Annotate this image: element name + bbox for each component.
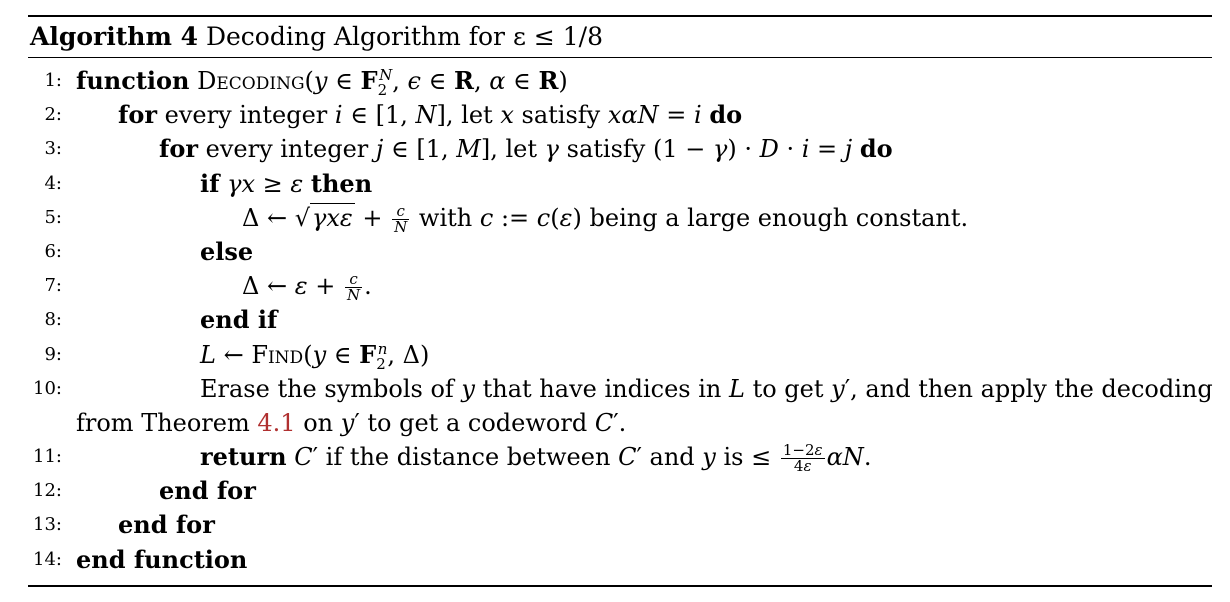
line-text: that have indices in xyxy=(482,374,722,403)
caption-title: Decoding Algorithm for ε ≤ 1/8 xyxy=(205,22,603,51)
keyword: for xyxy=(159,134,198,164)
algorithm-line: 3: for every integer j ∈ [1, M], let γ satisfy (1 − γ) · D · i = j do xyxy=(28,132,1212,166)
keyword: else xyxy=(200,236,254,266)
line-number: 2: xyxy=(44,104,62,126)
line-text: with xyxy=(418,203,473,232)
line-number: 12: xyxy=(33,480,62,502)
line-text: and xyxy=(649,443,695,472)
fraction: $\frac{c}{N}$ xyxy=(394,201,408,236)
keyword: end for xyxy=(159,476,256,506)
procedure-name: Find xyxy=(251,340,304,369)
keyword: then xyxy=(310,168,373,198)
keyword: return xyxy=(200,442,287,472)
algorithm-line xyxy=(28,474,1212,508)
sqrt-expression: √γxε xyxy=(294,203,353,232)
algorithm-line: 4: if γx ≥ ε then xyxy=(28,167,1212,201)
line-text: if the distance between xyxy=(325,443,611,472)
line-number: 14: xyxy=(33,548,62,570)
line-number: 3: xyxy=(44,138,62,160)
line-text: every integer xyxy=(205,135,369,164)
algorithm-line: 10: Erase the symbols of y that have indices in L to get y′, and then apply the decoding xyxy=(28,372,1212,406)
line-number: 9: xyxy=(44,343,62,365)
fraction: $\frac{c}{N}$ xyxy=(346,270,361,305)
line-number: 11: xyxy=(33,446,62,468)
keyword: end function xyxy=(76,544,248,574)
line-number: 8: xyxy=(44,309,62,331)
keyword: end for xyxy=(118,510,215,540)
line-text: is ≤ xyxy=(723,443,772,472)
algorithm-line: 9: L ← Find(y ∈ $F_2^n$, Δ) xyxy=(28,338,1212,372)
algorithm-line xyxy=(28,543,1212,577)
line-text: from Theorem xyxy=(76,408,250,437)
line-number: 7: xyxy=(44,275,62,297)
line-number: 4: xyxy=(44,172,62,194)
line-number: 10: xyxy=(33,377,62,399)
keyword: if xyxy=(200,168,220,198)
bottom-rule xyxy=(28,585,1212,587)
algorithm-line xyxy=(28,508,1212,542)
keyword: function xyxy=(76,66,190,95)
fraction: $\frac{1-2\varepsilon}{4\varepsilon}$ xyxy=(782,441,823,476)
line-number: 6: xyxy=(44,240,62,262)
algorithm-line: 1: function Decoding(y ∈ $F_2^N$, ϵ ∈ R, α ∈ R) xyxy=(28,64,1212,98)
line-number: 13: xyxy=(33,514,62,536)
algorithm-line: 2: for every integer i ∈ [1, N], let x satisfy xαN = i do xyxy=(28,98,1212,132)
algorithm-block xyxy=(28,15,1212,587)
line-text: every integer xyxy=(164,101,328,130)
keyword: do xyxy=(709,100,743,130)
theorem-reference-link[interactable]: 4.1 xyxy=(257,408,296,437)
caption-label: Algorithm 4 xyxy=(30,22,198,51)
line-text: to get xyxy=(752,374,824,403)
line-text: satisfy xyxy=(566,135,646,164)
algorithm-body xyxy=(28,58,1212,585)
line-text: , and then apply the decoding xyxy=(850,374,1213,403)
algorithm-line xyxy=(28,303,1212,337)
algorithm-line: 7: Δ ← ε + $\frac{c}{N}$ . xyxy=(28,269,1212,303)
line-number: 1: xyxy=(44,70,62,91)
algorithm-caption xyxy=(28,17,1212,57)
keyword: do xyxy=(859,134,893,164)
procedure-name: Decoding xyxy=(197,67,305,95)
line-text: to get a codeword xyxy=(367,408,588,437)
line-text: let xyxy=(505,135,538,164)
line-text: Erase the symbols of xyxy=(200,374,454,403)
algorithm-line xyxy=(28,235,1212,269)
keyword: for xyxy=(118,100,157,130)
keyword: end if xyxy=(200,305,278,335)
algorithm-line: 5: Δ ← √γxε + $\frac{c}{N}$ with c := c(ε) being a large enough constant. xyxy=(28,201,1212,235)
algorithm-line-continuation: from Theorem 4.1 on y′ to get a codeword C′. xyxy=(76,408,627,437)
line-text: let xyxy=(461,101,493,130)
line-text: satisfy xyxy=(521,101,601,130)
line-text: on xyxy=(303,408,334,437)
algorithm-line: 11: return C′ if the distance between C′ and y is ≤ $\frac{1-2\varepsilon}{4\varepsilon}$ αN. xyxy=(28,440,1212,474)
line-number: 5: xyxy=(44,206,62,228)
line-text: being a large enough constant. xyxy=(589,203,969,232)
